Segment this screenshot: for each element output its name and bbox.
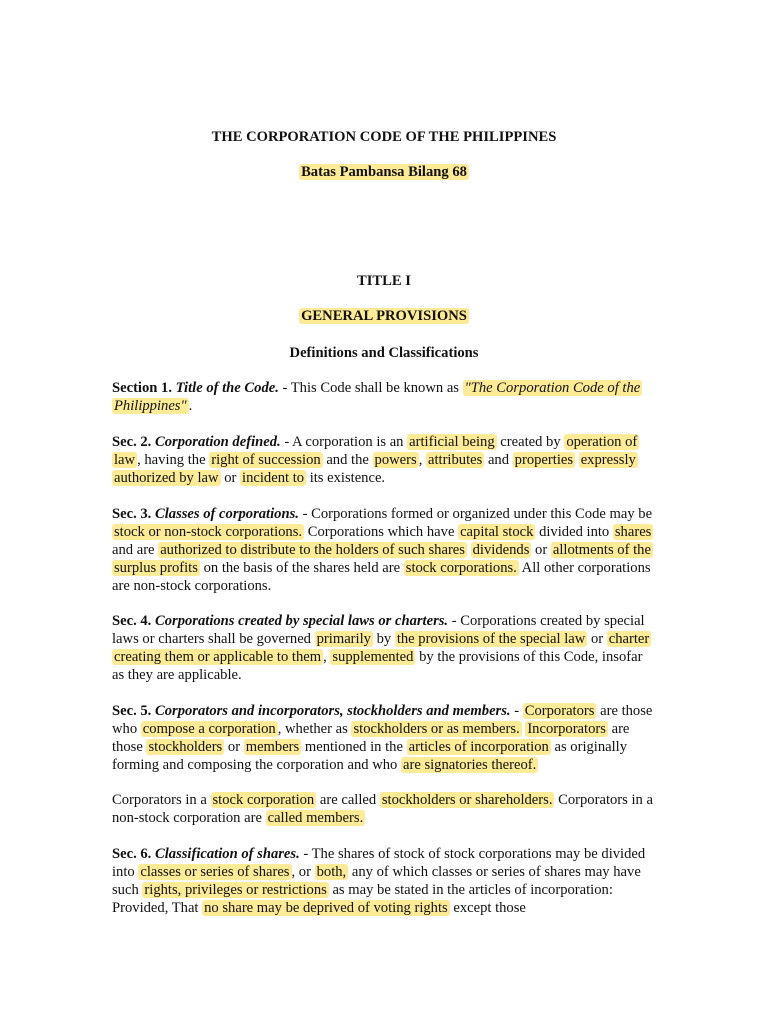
section-heading: Corporators and incorporators, stockholders and members. bbox=[154, 703, 511, 719]
text: - bbox=[510, 703, 523, 719]
text: or bbox=[531, 541, 551, 558]
text: except those bbox=[449, 899, 526, 916]
highlight: stock corporation bbox=[212, 792, 315, 808]
text: . bbox=[188, 397, 193, 414]
section-number: Sec. 5. bbox=[112, 703, 152, 719]
highlight: authorized to distribute to the holders of such shares bbox=[160, 541, 465, 558]
text: mentioned in the bbox=[301, 738, 407, 755]
text: and bbox=[484, 451, 513, 468]
section-heading: Corporation defined. bbox=[154, 434, 281, 450]
highlight: supplemented bbox=[332, 648, 414, 665]
highlight: shares bbox=[614, 523, 652, 540]
title-name-highlight: GENERAL PROVISIONS bbox=[301, 308, 467, 324]
text: , or bbox=[291, 863, 315, 880]
highlight: stock or non-stock corporations. bbox=[114, 523, 303, 540]
text: or bbox=[587, 630, 607, 647]
section-heading: Title of the Code. bbox=[175, 380, 279, 396]
section-number: Sec. 3. bbox=[112, 506, 152, 522]
highlight: "The Corporation Code of the Philippines" bbox=[114, 380, 641, 414]
text: are those bbox=[112, 720, 630, 755]
highlight: classes or series of shares bbox=[140, 863, 290, 880]
section-heading: Classification of shares. bbox=[154, 846, 300, 862]
text: on the basis of the shares held are bbox=[199, 559, 404, 576]
text: by bbox=[372, 630, 395, 647]
text: All other corporations are non-stock corporations. bbox=[112, 559, 651, 594]
highlight: right of succession bbox=[211, 451, 321, 468]
text: and are bbox=[112, 541, 159, 558]
section-number: Sec. 6. bbox=[112, 846, 152, 862]
highlight: no share may be deprived of voting rights bbox=[204, 899, 448, 916]
text: , whether as bbox=[277, 720, 352, 737]
title-label: TITLE I bbox=[357, 273, 411, 289]
highlight: charter creating them or applicable to them bbox=[114, 630, 650, 665]
text: as originally forming and composing the corporation and who bbox=[112, 738, 628, 773]
text: or bbox=[224, 738, 244, 755]
text: as may be stated in the articles of incorporation: Provided, That bbox=[112, 881, 613, 916]
text: Corporators in a bbox=[112, 792, 211, 808]
text: , bbox=[323, 648, 331, 665]
text: are those who bbox=[112, 703, 653, 737]
highlight: stockholders or shareholders. bbox=[381, 792, 553, 808]
text: - The shares of stock of stock corporations may be divided into bbox=[112, 846, 646, 880]
section-4 bbox=[112, 613, 657, 685]
section-heading: Classes of corporations. bbox=[154, 506, 299, 522]
highlight: operation of law bbox=[114, 434, 638, 468]
text: created by bbox=[496, 434, 565, 450]
section-heading: Corporations created by special laws or charters. bbox=[154, 613, 449, 629]
subtitle-highlight: Batas Pambansa Bilang 68 bbox=[301, 164, 467, 180]
section-5-continued bbox=[112, 792, 657, 828]
highlight: compose a corporation bbox=[142, 720, 276, 737]
text: - Corporations formed or organized under this Code may be bbox=[298, 506, 653, 522]
highlight: rights, privileges or restrictions bbox=[144, 881, 327, 898]
text: and the bbox=[322, 451, 373, 468]
highlight: the provisions of the special law bbox=[396, 630, 586, 647]
section-number: Sec. 4. bbox=[112, 613, 152, 629]
highlight: Corporators bbox=[524, 703, 595, 719]
section-6 bbox=[112, 846, 657, 918]
section-5 bbox=[112, 703, 657, 775]
text: by the provisions of this Code, insofar as they are applicable. bbox=[112, 648, 643, 683]
title-name bbox=[0, 308, 768, 325]
chapter-heading: Definitions and Classifications bbox=[289, 345, 479, 361]
highlight: attributes bbox=[427, 451, 483, 468]
highlight: stockholders bbox=[148, 738, 223, 755]
section-1 bbox=[112, 380, 657, 416]
highlight: stockholders or as members. bbox=[353, 720, 520, 737]
highlight: properties bbox=[514, 451, 574, 468]
text: - A corporation is an bbox=[280, 434, 408, 450]
text: Corporations which have bbox=[304, 523, 459, 540]
highlight: dividends bbox=[472, 541, 530, 558]
highlight: articles of incorporation bbox=[408, 738, 549, 755]
section-number: Section 1. bbox=[112, 380, 172, 396]
section-2 bbox=[112, 434, 657, 488]
highlight: Incorporators bbox=[527, 720, 606, 737]
text: - Corporations created by special laws or charters shall be governed bbox=[112, 613, 645, 647]
text: - This Code shall be known as bbox=[278, 380, 463, 396]
text: or bbox=[220, 469, 241, 486]
highlight: capital stock bbox=[460, 523, 534, 540]
highlight: allotments of the surplus profits bbox=[114, 541, 651, 576]
section-number: Sec. 2. bbox=[112, 434, 152, 450]
highlight: primarily bbox=[316, 630, 371, 647]
highlight: expressly authorized by law bbox=[114, 451, 636, 486]
text: its existence. bbox=[306, 469, 386, 486]
highlight: stock corporations. bbox=[405, 559, 517, 576]
text: Corporators in a non-stock corporation are bbox=[112, 792, 653, 826]
text: , bbox=[418, 451, 426, 468]
document-subtitle bbox=[0, 164, 768, 181]
document-title: THE CORPORATION CODE OF THE PHILIPPINES bbox=[211, 129, 557, 145]
highlight: incident to bbox=[242, 469, 305, 486]
highlight: members bbox=[245, 738, 300, 755]
highlight: are signatories thereof. bbox=[402, 756, 537, 773]
section-3 bbox=[112, 506, 657, 596]
text: divided into bbox=[535, 523, 613, 540]
highlight: called members. bbox=[267, 809, 364, 826]
highlight: powers bbox=[374, 451, 417, 468]
highlight: artificial being bbox=[409, 434, 495, 450]
text: are called bbox=[316, 792, 380, 808]
highlight: both, bbox=[316, 863, 347, 880]
text: any of which classes or series of shares may have such bbox=[112, 863, 641, 898]
text: , having the bbox=[137, 451, 210, 468]
